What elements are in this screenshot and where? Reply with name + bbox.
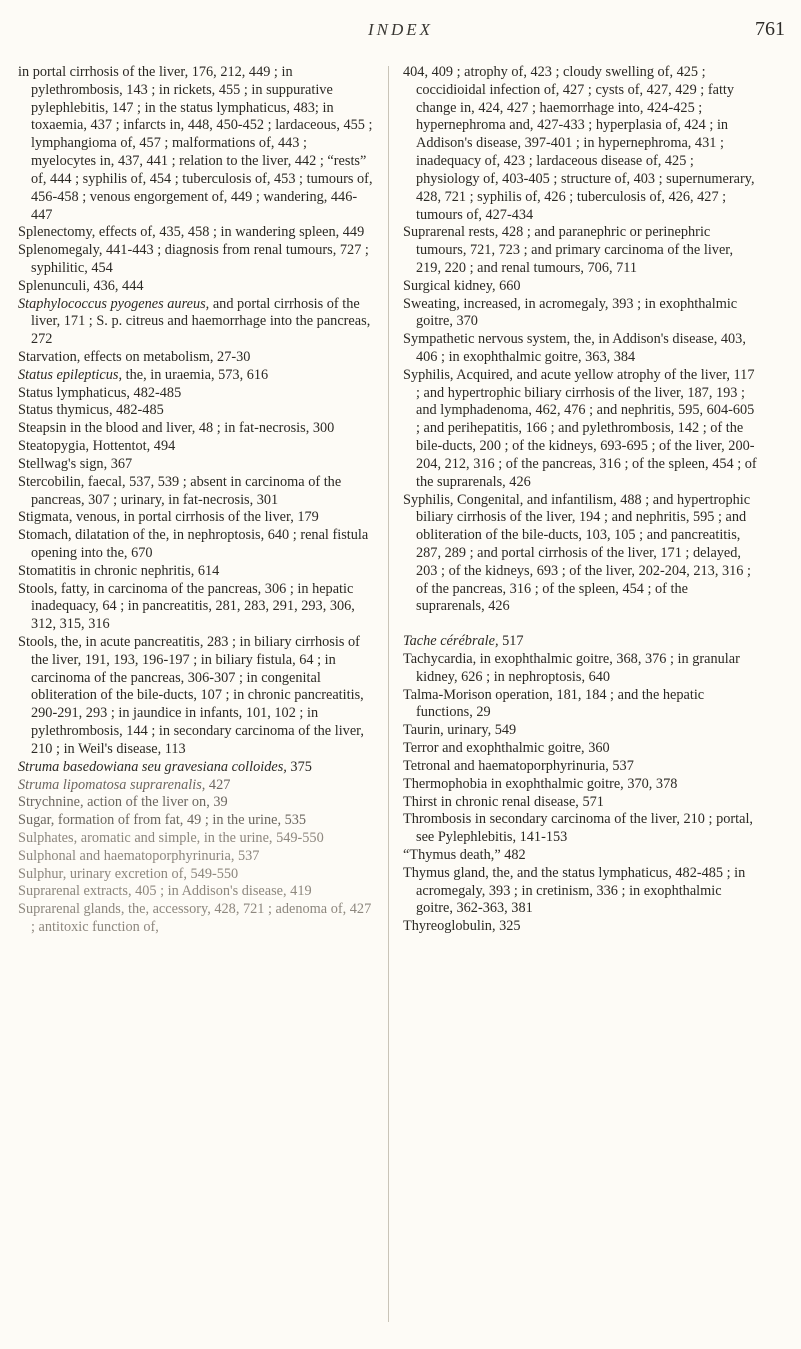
index-entry-text: Splenomegaly, 441-443 ; diagnosis from renal tumours, 727 ; syphilitic, 454 [18, 242, 369, 276]
index-entry-text: Stercobilin, faecal, 537, 539 ; absent in carcinoma of the pancreas, 307 ; urinary, in fat-necrosis, 301 [18, 473, 342, 508]
index-entry-text: Starvation, effects on metabolism, 27-30 [18, 349, 251, 365]
index-entry [18, 349, 374, 367]
index-entry [403, 865, 759, 918]
index-entry-text: and portal cirrhosis of the liver, 171 ; S. p. citreus and haemorrhage into the pancreas, 272 [31, 295, 371, 348]
running-head-title: INDEX [367, 20, 434, 39]
index-entry-text: Splenunculi, 436, 444 [18, 277, 144, 294]
index-entry [403, 64, 759, 224]
index-entry [18, 402, 374, 420]
index-entry [18, 242, 374, 278]
index-entry [18, 527, 374, 563]
index-entry [403, 847, 759, 865]
index-entry-text: Surgical kidney, 660 [403, 277, 521, 294]
index-entry [18, 296, 374, 349]
index-entry-text: Thymus gland, the, and the status lymphaticus, 482-485 ; in acromegaly, 393 ; in cretinism, 336 ; in exophthalmic goitre, 362-363, 381 [403, 864, 746, 917]
index-entry-text: Stigmata, venous, in portal cirrhosis of the liver, 179 [18, 509, 319, 526]
index-entry-text: Syphilis, Congenital, and infantilism, 488 ; and hypertrophic biliary cirrhosis of the liver, 194 ; and nephritis, 595 ; and obliteration of the bile-ducts, 103, 105 ; and pancreatitis, 287, 289 ; and portal cirrhosis of the liver, 171 ; delayed, 203 ; of the kidneys, 693 ; of the liver, 202-204, 213, 316 ; of the pancreas, 316 ; of the spleen, 454 ; of the suprarenals, 426 [403, 491, 751, 615]
index-entry-text: Stomatitis in chronic nephritis, 614 [18, 562, 220, 579]
index-entry-text: Tetronal and haematoporphyrinuria, 537 [403, 757, 634, 774]
index-entry-text: Stomach, dilatation of the, in nephroptosis, 640 ; renal fistula opening into the, 670 [18, 527, 369, 561]
index-entry-italic-term: Status epilepticus, [18, 366, 123, 383]
index-entry-text: Stools, fatty, in carcinoma of the pancreas, 306 ; in hepatic inadequacy, 64 ; in pancreatitis, 281, 283, 291, 293, 306, 312, 315, 316 [18, 580, 355, 633]
index-entry [18, 848, 374, 866]
index-entry [403, 722, 759, 740]
index-entry-text: Status lymphaticus, 482-485 [18, 384, 182, 401]
index-entry-italic-term: Struma lipomatosa suprarenalis, [18, 776, 206, 793]
index-entry-text: Sulphonal and haematoporphyrinuria, 537 [18, 847, 260, 864]
index-entry [403, 367, 759, 492]
index-entry [403, 278, 759, 296]
index-entry-text: Sweating, increased, in acromegaly, 393 ; in exophthalmic goitre, 370 [403, 295, 738, 330]
index-entry-text: Sulphur, urinary excretion of, 549-550 [18, 865, 239, 882]
index-entry-text: Status thymicus, 482-485 [18, 402, 164, 419]
index-entry-text: Splenectomy, effects of, 435, 458 ; in wandering spleen, 449 [18, 224, 365, 241]
index-entry-text: Terror and exophthalmic goitre, 360 [403, 740, 610, 757]
index-entry [403, 296, 759, 332]
index-entry [18, 866, 374, 884]
index-entry-italic-term: Struma basedowiana seu gravesiana colloides, [18, 758, 287, 775]
index-entry [18, 759, 374, 777]
index-entry [403, 687, 759, 723]
index-entry-italic-term: Staphylococcus pyogenes aureus, [18, 295, 210, 312]
index-entry [403, 758, 759, 776]
index-entry [403, 633, 759, 651]
index-entry-text: Thyreoglobulin, 325 [403, 918, 521, 935]
index-entry-text: Taurin, urinary, 549 [403, 722, 517, 739]
index-entry-text: “Thymus death,” 482 [403, 846, 526, 863]
index-entry-text: Strychnine, action of the liver on, 39 [18, 794, 228, 811]
index-entry [403, 740, 759, 758]
index-entry [18, 385, 374, 403]
index-entry-text: Suprarenal glands, the, accessory, 428, 721 ; adenoma of, 427 ; antitoxic function of, [18, 901, 372, 935]
index-entry [403, 224, 759, 277]
index-entry-text: 375 [286, 758, 312, 775]
index-entry-text: Sugar, formation of from fat, 49 ; in the urine, 535 [18, 812, 307, 829]
index-entry [18, 438, 374, 456]
right-index-column [403, 64, 759, 936]
index-entry [18, 901, 374, 937]
index-entry-text: Steatopygia, Hottentot, 494 [18, 438, 176, 455]
index-entry [18, 563, 374, 581]
index-entry [18, 634, 374, 759]
index-entry-text: Thirst in chronic renal disease, 571 [403, 793, 604, 810]
index-entry-italic-term: Tache cérébrale, [403, 633, 499, 650]
index-entry [18, 420, 374, 438]
index-entry [18, 777, 374, 795]
index-entry [18, 224, 374, 242]
index-entry-text: 404, 409 ; atrophy of, 423 ; cloudy swelling of, 425 ; coccidioidal infection of, 427 ; cysts of, 427, 429 ; fatty change in, 424, 427 ; haemorrhage into, 424-425 ; hypernephroma and, 427-433 ; hyperplasia of, 424 ; in Addison's disease, 397-401 ; in hypernephroma, 431 ; inadequacy of, 423 ; lardaceous disease of, 425 ; physiology of, 403-405 ; structure of, 403 ; supernumerary, 428, 721 ; syphilis of, 426 ; tuberculosis of, 426, 427 ; tumours of, 427-434 [403, 64, 755, 223]
index-entry [18, 278, 374, 296]
index-entry-text: Suprarenal rests, 428 ; and paranephric or perinephric tumours, 721, 723 ; and primary carcinoma of the liver, 219, 220 ; and renal tumours, 706, 711 [403, 224, 734, 276]
index-entry-text: Sympathetic nervous system, the, in Addison's disease, 403, 406 ; in exophthalmic goitre, 363, 384 [403, 331, 746, 365]
index-entry-text: in portal cirrhosis of the liver, 176, 212, 449 ; in pylethrombosis, 143 ; in rickets, 455 ; in suppurative pylephlebitis, 147 ; in the status lymphaticus, 483; in toxaemia, 437 ; infarcts in, 448, 450-452 ; lardaceous, 455 ; lymphangioma of, 457 ; malformations of, 443 ; myelocytes in, 437, 441 ; relation to the liver, 442 ; “rests” of, 444 ; syphilis of, 454 ; tuberculosis of, 453 ; tumours of, 456-458 ; venous engorgement of, 449 ; wandering, 446-447 [18, 64, 373, 223]
index-entry-text: Thermophobia in exophthalmic goitre, 370, 378 [403, 775, 678, 792]
index-entry-text: Stools, the, in acute pancreatitis, 283 ; in biliary cirrhosis of the liver, 191, 193, 196-197 ; in biliary fistula, 64 ; in carcinoma of the pancreas, 306-307 ; in congenital obliteration of the bile-ducts, 107 ; in chronic pancreatitis, 290-291, 293 ; in jaundice in infants, 101, 102 ; in pylethrombosis, 144 ; in secondary carcinoma of the liver, 210 ; in Weil's disease, 113 [18, 634, 364, 757]
index-entry [403, 331, 759, 367]
index-entry-text: 427 [205, 776, 231, 793]
index-entry [403, 651, 759, 687]
index-entry-text: Suprarenal extracts, 405 ; in Addison's disease, 419 [18, 883, 312, 900]
index-entry [18, 830, 374, 848]
index-entry-text: the, in uraemia, 573, 616 [122, 366, 269, 383]
index-entry [403, 794, 759, 812]
index-entry [18, 794, 374, 812]
index-entry [18, 456, 374, 474]
running-head [0, 14, 801, 58]
column-divider [388, 66, 389, 1322]
index-entry [403, 918, 759, 936]
index-entry [18, 64, 374, 224]
index-entry-text: Syphilis, Acquired, and acute yellow atrophy of the liver, 117 ; and hypertrophic biliary cirrhosis of the liver, 187, 193 ; and lymphadenoma, 462, 476 ; and nephritis, 595, 604-605 ; and perihepatitis, 166 ; and pylethrombosis, 142 ; of the bile-ducts, 200 ; of the kidneys, 693-695 ; of the liver, 200-204, 212, 316 ; of the pancreas, 316 ; of the spleen, 454 ; of the suprarenals, 426 [403, 366, 757, 490]
index-entry-text: 517 [498, 633, 524, 650]
index-entry-text: Sulphates, aromatic and simple, in the urine, 549-550 [18, 829, 324, 846]
index-entry [18, 883, 374, 901]
index-entry [18, 812, 374, 830]
index-entry-text: Stellwag's sign, 367 [18, 455, 133, 472]
index-entry-text: Tachycardia, in exophthalmic goitre, 368, 376 ; in granular kidney, 626 ; in nephroptosis, 640 [403, 651, 740, 685]
index-entry-text: Thrombosis in secondary carcinoma of the liver, 210 ; portal, see Pylephlebitis, 141-153 [403, 811, 754, 846]
index-entry [18, 581, 374, 634]
index-entry [18, 509, 374, 527]
left-index-column [18, 64, 374, 937]
index-entry-text: Steapsin in the blood and liver, 48 ; in fat-necrosis, 300 [18, 420, 335, 437]
index-entry [403, 811, 759, 847]
index-entry [403, 492, 759, 617]
index-entry [18, 367, 374, 385]
index-entry [18, 474, 374, 510]
page-number: 761 [755, 18, 785, 40]
index-entry-text: Talma-Morison operation, 181, 184 ; and the hepatic functions, 29 [403, 686, 705, 721]
index-entry [403, 776, 759, 794]
